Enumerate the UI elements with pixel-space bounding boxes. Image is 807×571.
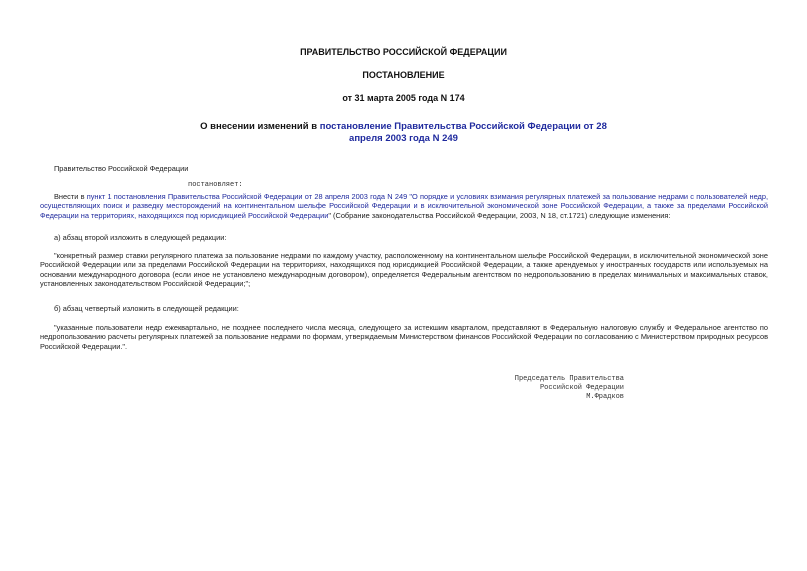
title-prefix: О внесении изменений в <box>200 121 320 132</box>
item-b: б) абзац четвертый изложить в следующей редакции: <box>54 304 239 313</box>
signature-country: Российской Федерации <box>539 384 624 392</box>
intro-start: Внести в <box>54 192 87 201</box>
intro-link[interactable]: пункт 1 постановления Правительства Российской Федерации от 28 апреля 2003 года N 249 "О порядке и условиях взимания регулярных платежей за пользование недрами с пользователей недр, осуществляющих поиск и разведку месторождений на континентальном шельфе Российской Федерации и в исключительной экономической зоне Российской Федерации, а также за пределами Российской Федерации на территориях, находящихся под юрисдикцией Российской Федерации <box>40 192 768 220</box>
date-number-heading: от 31 марта 2005 года N 174 <box>342 93 465 103</box>
title-link[interactable]: постановление Правительства Российской Федерации от 28 апреля 2003 года N 249 <box>319 121 607 144</box>
issuer-line: Правительство Российской Федерации <box>54 164 189 173</box>
quote-b: "указанные пользователи недр ежеквартально, не позднее последнего числа месяца, следующего за истекшим кварталом, представляют в Федеральную налоговую службу и Федеральное агентство по недропользованию расчеты регулярных платежей за пользование недрами по формам, утверждаемым Министерством финансов Российской Федерации по согласованию с Министерством природных ресурсов Российской Федерации.". <box>40 323 768 351</box>
document-type-heading: ПОСТАНОВЛЕНИЕ <box>362 70 445 80</box>
decides-line: постановляет: <box>188 181 243 189</box>
quote-a: "конкретный размер ставки регулярного платежа за пользование недрами по каждому участку, расположенному на континентальном шельфе Российской Федерации, в исключительной экономической зоне Российской Федерации или за пределами Российской Федерации на территориях, находящихся под юрисдикцией Российской Федерации, а также арендуемых у иностранных государств или используемых на основании международного договора (если иное не установлено международным договором), определяется Федеральным агентством по недропользованию в пределах минимальных и максимальных ставок, установленных законодательством Российской Федерации;"; <box>40 251 768 289</box>
document-title <box>200 121 607 145</box>
government-heading: ПРАВИТЕЛЬСТВО РОССИЙСКОЙ ФЕДЕРАЦИИ <box>300 47 507 57</box>
signature-name: М.Фрадков <box>586 393 624 401</box>
intro-end: " (Собрание законодательства Российской Федерации, 2003, N 18, ст.1721) следующие изменения: <box>328 210 671 220</box>
signature-block <box>480 375 624 402</box>
intro-paragraph <box>40 192 768 220</box>
signature-title: Председатель Правительства <box>514 375 624 383</box>
item-a: а) абзац второй изложить в следующей редакции: <box>54 233 227 242</box>
